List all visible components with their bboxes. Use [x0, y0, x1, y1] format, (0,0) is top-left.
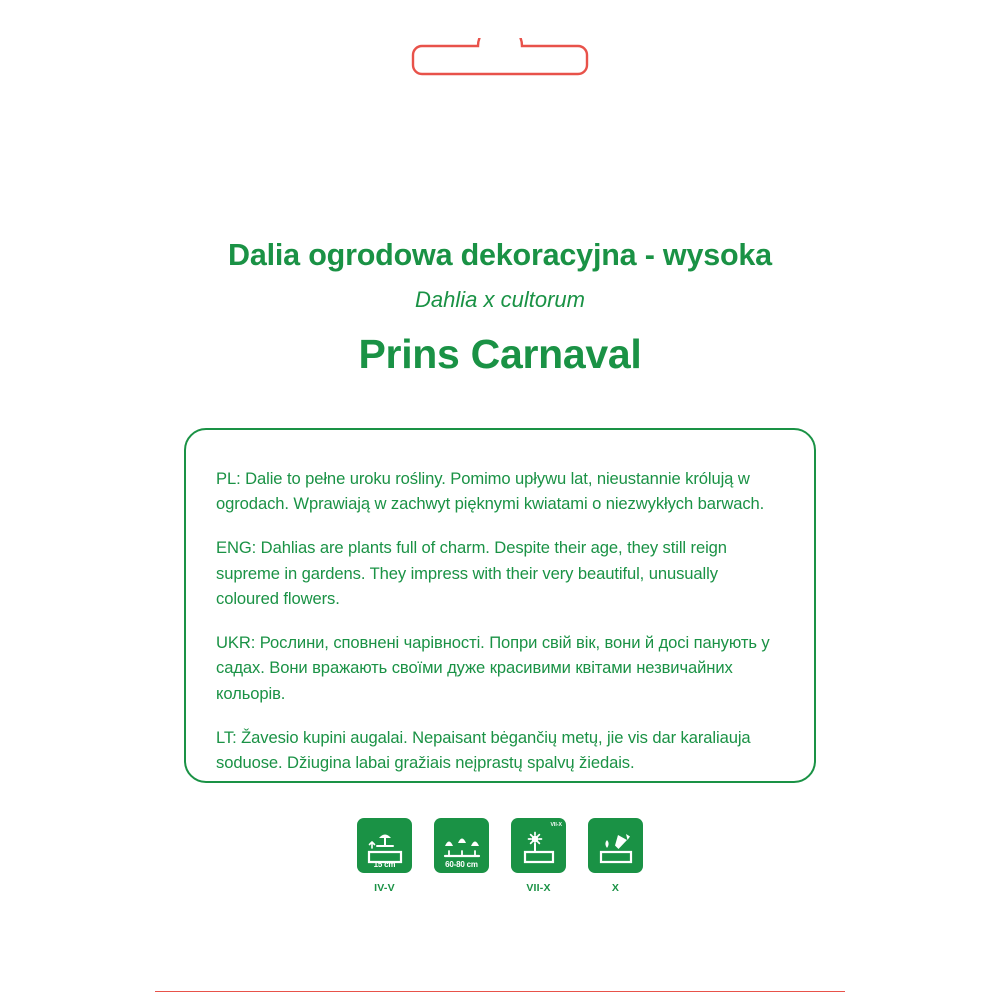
title-block: [0, 238, 1000, 378]
page-title: Dalia ogrodowa dekoracyjna - wysoka: [228, 238, 772, 272]
flowering-period-value: VII-X: [550, 822, 562, 828]
flowering-period-caption: VII-X: [526, 882, 551, 894]
description-eng: ENG: Dahlias are plants full of charm. Despite their age, they still reign supreme in gardens. They impress with their very beautiful, unusually coloured flowers.: [216, 538, 727, 608]
planting-depth-value: 15 cm: [373, 860, 396, 869]
planting-depth-caption: IV-V: [374, 882, 395, 894]
plant-height-value: 60-80 cm: [445, 860, 478, 869]
watering-caption: X: [611, 882, 620, 894]
bottom-divider: [155, 991, 845, 992]
description-lt: LT: Žavesio kupini augalai. Nepaisant bėgančių metų, jie vis dar karaliauja soduose. Džiugina labai gražiais neįprastų spalvų žiedais.: [216, 727, 751, 772]
pictogram-row: [0, 818, 1000, 894]
hang-tab-cutout-icon: [410, 38, 590, 82]
variety-name: Prins Carnaval: [358, 331, 642, 378]
description-box: [184, 428, 816, 783]
hang-tab-container: [0, 38, 1000, 88]
pictogram-flowering-period: [511, 818, 566, 894]
plant-height-icon: [434, 818, 489, 873]
pictogram-plant-height: [434, 818, 489, 894]
watering-icon: [588, 818, 643, 873]
description-pl: PL: Dalie to pełne uroku rośliny. Pomimo upływu lat, nieustannie królują w ogrodach. Wprawiają w zachwyt pięknymi kwiatami o niezwykłych barwach.: [216, 469, 765, 514]
pictogram-watering: [588, 818, 643, 894]
flowering-period-icon: [511, 818, 566, 873]
pictogram-planting-depth: [357, 818, 412, 894]
latin-name: Dahlia x cultorum: [415, 287, 585, 313]
planting-depth-icon: [357, 818, 412, 873]
description-ukr: UKR: Рослини, сповнені чарівності. Попри свій вік, вони й досі панують у садах. Вони вражають своїми дуже красивими квітами незвичайних кольорів.: [216, 633, 770, 703]
